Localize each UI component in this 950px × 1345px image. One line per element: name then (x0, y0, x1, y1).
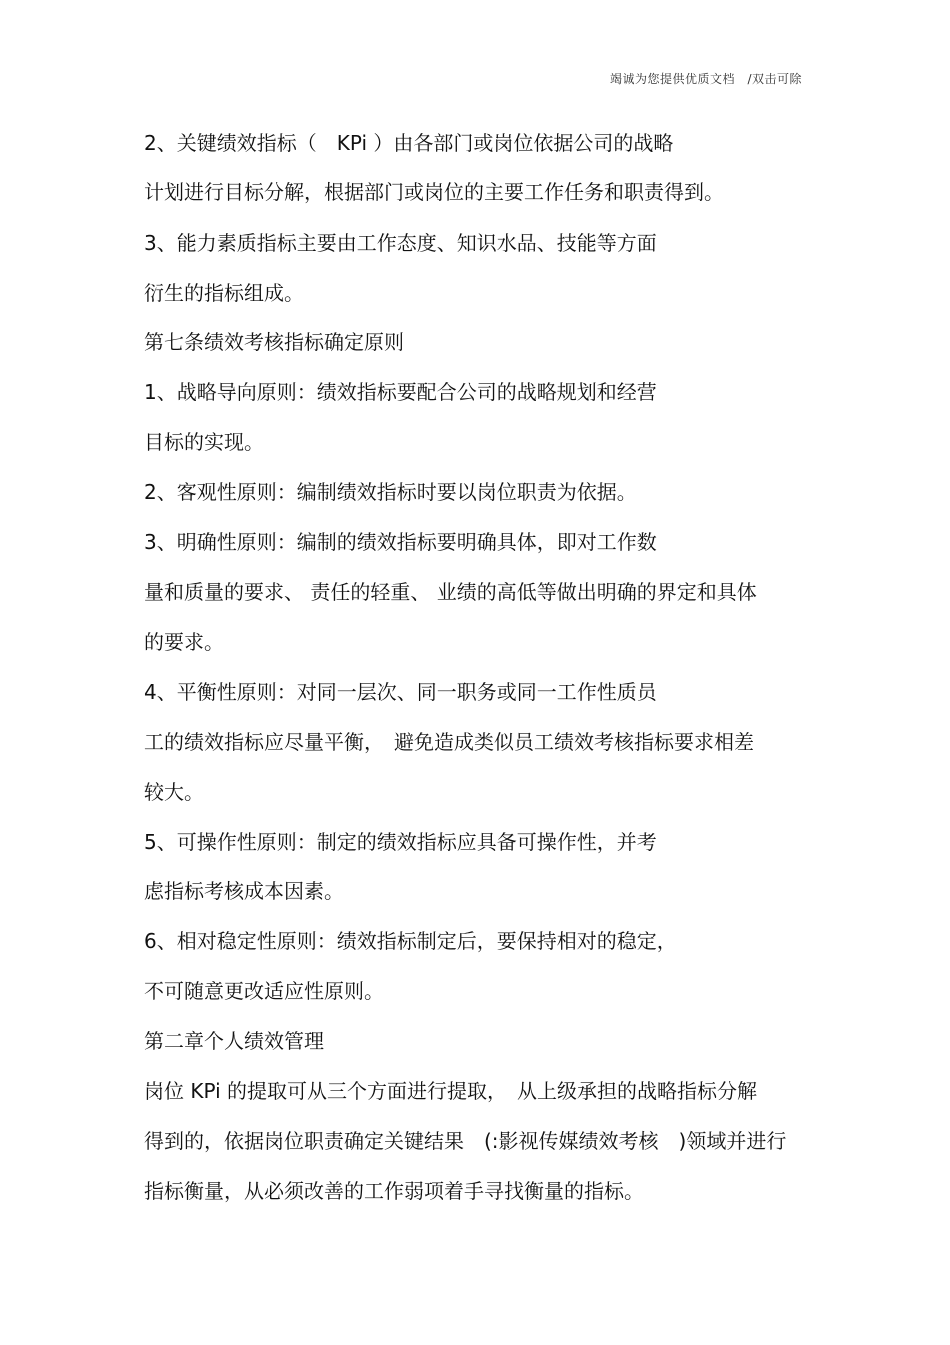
text-line: 的要求。 (144, 630, 224, 654)
section-heading: 第七条绩效考核指标确定原则 (144, 330, 404, 354)
text-line: 指标衡量，从必须改善的工作弱项着手寻找衡量的指标。 (144, 1179, 644, 1203)
text-line: 3、能力素质指标主要由工作态度、知识水品、技能等方面 (144, 231, 657, 255)
chapter-heading: 第二章个人绩效管理 (144, 1029, 324, 1053)
text-line: 6、相对稳定性原则：绩效指标制定后，要保持相对的稳定， (144, 929, 677, 953)
text-line: 2、关键绩效指标（ KPi ）由各部门或岗位依据公司的战略 (144, 131, 674, 155)
text-line: 虑指标考核成本因素。 (144, 879, 344, 903)
text-line: 2、客观性原则：编制绩效指标时要以岗位职责为依据。 (144, 480, 637, 504)
text-line: 3、明确性原则：编制的绩效指标要明确具体，即对工作数 (144, 530, 657, 554)
text-line: 目标的实现。 (144, 430, 264, 454)
text-line: 较大。 (144, 780, 204, 804)
text-line: 量和质量的要求、 责任的轻重、 业绩的高低等做出明确的界定和具体 (144, 580, 757, 604)
header-note: 竭诚为您提供优质文档 /双击可除 (609, 72, 802, 86)
text-line: 岗位 KPi 的提取可从三个方面进行提取， 从上级承担的战略指标分解 (144, 1079, 758, 1103)
text-line: 得到的，依据岗位职责确定关键结果 (:影视传媒绩效考核 )领域并进行 (144, 1129, 787, 1153)
text-line: 5、可操作性原则：制定的绩效指标应具备可操作性，并考 (144, 830, 657, 854)
text-line: 1、战略导向原则：绩效指标要配合公司的战略规划和经营 (144, 380, 657, 404)
text-line: 不可随意更改适应性原则。 (144, 979, 384, 1003)
text-line: 工的绩效指标应尽量平衡， 避免造成类似员工绩效考核指标要求相差 (144, 730, 754, 754)
text-line: 4、平衡性原则：对同一层次、同一职务或同一工作性质员 (144, 680, 657, 704)
text-line: 计划进行目标分解，根据部门或岗位的主要工作任务和职责得到。 (144, 180, 724, 204)
text-line: 衍生的指标组成。 (144, 281, 304, 305)
